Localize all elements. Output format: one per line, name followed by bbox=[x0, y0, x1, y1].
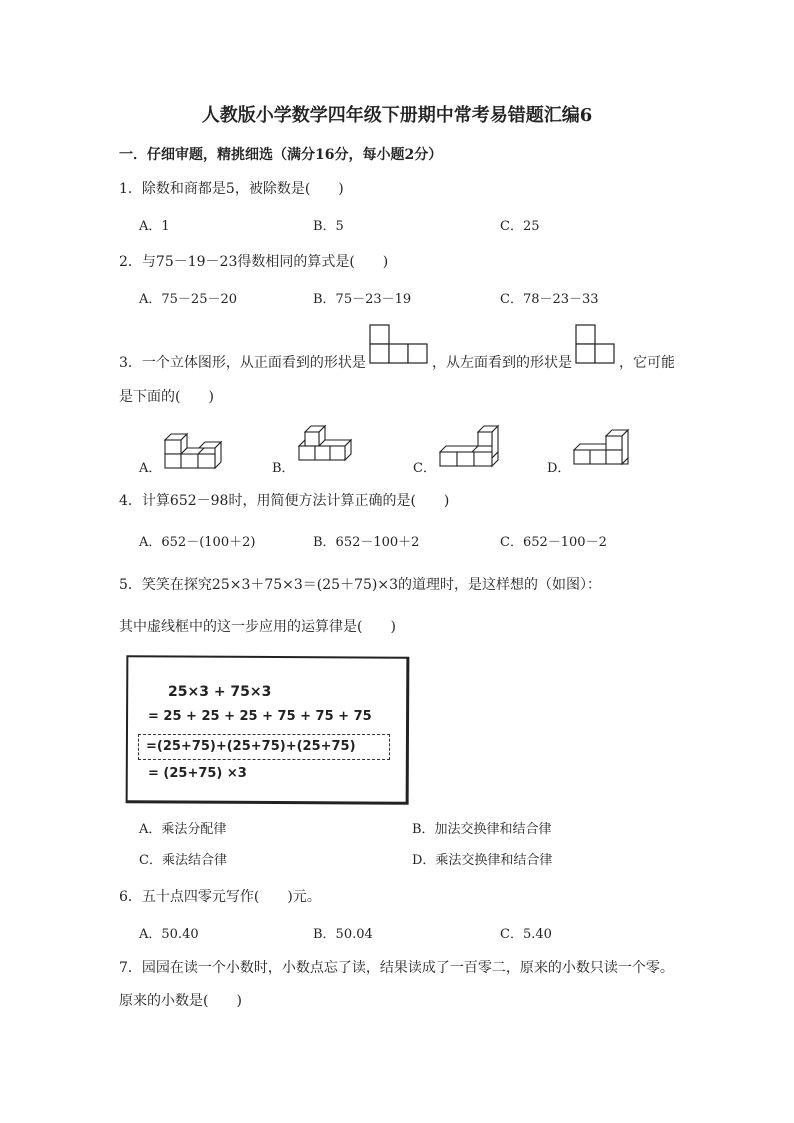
q1-option-b[interactable]: B．5 bbox=[313, 219, 344, 234]
q3-figure-b bbox=[299, 426, 355, 472]
q5-option-b[interactable]: B．加法交换律和结合律 bbox=[412, 822, 552, 837]
q5-handwritten-line-2: = 25 + 25 + 25 + 75 + 75 + 75 bbox=[148, 709, 372, 724]
q3-option-d[interactable]: D． bbox=[547, 461, 571, 476]
q3-figure-a bbox=[163, 428, 227, 472]
q5-figure-frame bbox=[126, 655, 410, 804]
question-3-part2: ，从左面看到的形状是 bbox=[432, 355, 572, 371]
q2-option-b[interactable]: B．75－23－19 bbox=[313, 292, 412, 307]
q5-option-d[interactable]: D．乘法交换律和结合律 bbox=[412, 853, 553, 868]
q6-option-c[interactable]: C．5.40 bbox=[500, 927, 552, 942]
q3-option-a[interactable]: A． bbox=[139, 461, 162, 476]
q3-figure-d bbox=[572, 428, 636, 472]
q4-option-c[interactable]: C．652－100－2 bbox=[500, 535, 607, 550]
question-3-part3: ，它可能 bbox=[619, 355, 675, 371]
front-view-figure bbox=[370, 325, 430, 365]
q5-handwritten-line-4: = (25+75) ×3 bbox=[148, 766, 247, 781]
question-5-line2: 其中虚线框中的这一步应用的运算律是( ) bbox=[119, 619, 396, 635]
question-7: 7．园园在读一个小数时，小数点忘了读，结果读成了一百零二，原来的小数只读一个零。 bbox=[119, 960, 674, 976]
q5-option-a[interactable]: A．乘法分配律 bbox=[139, 822, 227, 837]
q5-option-c[interactable]: C．乘法结合律 bbox=[139, 853, 227, 868]
question-4: 4．计算652－98时，用简便方法计算正确的是( ) bbox=[119, 493, 450, 509]
question-3-line2: 是下面的( ) bbox=[119, 389, 214, 405]
question-3-part1: 3．一个立体图形，从正面看到的形状是 bbox=[119, 355, 366, 371]
q5-handwritten-line-3: =(25+75)+(25+75)+(25+75) bbox=[146, 739, 356, 754]
question-7-line2: 原来的小数是( ) bbox=[119, 993, 242, 1009]
section-heading: 一．仔细审题，精挑细选（满分16分，每小题2分） bbox=[119, 147, 443, 163]
page-title: 人教版小学数学四年级下册期中常考易错题汇编6 bbox=[201, 105, 593, 126]
q5-handwritten-line-1: 25×3 + 75×3 bbox=[168, 684, 272, 700]
q3-option-c[interactable]: C． bbox=[413, 461, 436, 476]
question-5: 5．笑笑在探究25×3＋75×3＝(25＋75)×3的道理时，是这样想的（如图）： bbox=[119, 577, 602, 593]
q6-option-a[interactable]: A．50.40 bbox=[139, 927, 199, 942]
q4-option-b[interactable]: B．652－100＋2 bbox=[313, 535, 420, 550]
q6-option-b[interactable]: B．50.04 bbox=[313, 927, 373, 942]
q4-option-a[interactable]: A．652－(100＋2) bbox=[139, 535, 256, 550]
left-view-figure bbox=[576, 325, 616, 365]
question-6: 6．五十点四零元写作( )元。 bbox=[119, 889, 321, 905]
q3-option-b[interactable]: B． bbox=[272, 461, 295, 476]
q1-option-c[interactable]: C．25 bbox=[500, 219, 540, 234]
q3-figure-c bbox=[438, 426, 502, 472]
question-2: 2．与75－19－23得数相同的算式是( ) bbox=[119, 254, 389, 270]
q2-option-a[interactable]: A．75－25－20 bbox=[139, 292, 238, 307]
q1-option-a[interactable]: A．1 bbox=[139, 219, 170, 234]
question-1: 1．除数和商都是5，被除数是( ) bbox=[119, 181, 344, 197]
q2-option-c[interactable]: C．78－23－33 bbox=[500, 292, 599, 307]
